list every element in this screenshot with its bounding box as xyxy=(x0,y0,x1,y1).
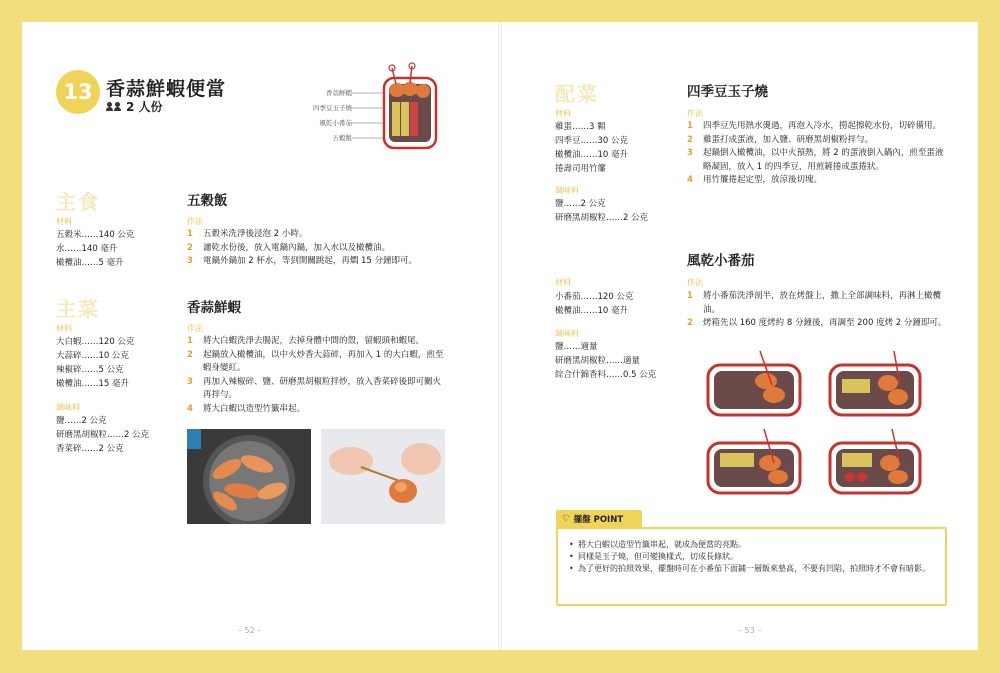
caption-omelette: 四季豆玉子燒 xyxy=(313,104,352,112)
dish-omelette-title: 四季豆玉子燒 xyxy=(687,84,768,100)
ingredient-item: 辣椒碎……5 公克 xyxy=(56,365,124,375)
shrimp-seasoning-label: 調味料 xyxy=(56,403,80,412)
recipe-number-badge: 13 xyxy=(56,70,100,114)
page-number-right: – 53 – xyxy=(738,626,762,635)
bento-photos xyxy=(704,345,949,495)
tip-item: • 為了更好的拍照效果，擺盤時可在小番茄下面鋪一層飯來墊高，不要有凹陷，拍照時才不會有暗影。 xyxy=(566,563,934,575)
tip-header xyxy=(556,510,642,527)
ingredient-item: 捲壽司用竹簾 xyxy=(555,164,607,174)
ingredient-item: 大白蝦……120 公克 xyxy=(56,337,135,347)
page-number-left: – 52 – xyxy=(238,626,262,635)
dish-tomato-title: 風乾小番茄 xyxy=(687,253,755,269)
step-item: 3 電鍋外鍋加 2 杯水，等到開關跳起，再燜 15 分鐘即可。 xyxy=(187,256,418,266)
shrimp-method-label: 作法 xyxy=(187,324,203,333)
seasoning-item: 研磨黑胡椒粒……適量 xyxy=(555,356,641,366)
step-item: 1 將大白蝦洗淨去腸泥，去掉身體中間的殼，留蝦頭和蝦尾。 xyxy=(187,336,425,346)
ingredient-item: 四季豆……30 公克 xyxy=(555,136,629,146)
omelette-ingredients-label: 材料 xyxy=(555,109,571,118)
caption-tomato: 風乾小番茄 xyxy=(319,119,352,127)
omelette-method-label: 作法 xyxy=(687,109,703,118)
ingredient-item: 大蒜碎……10 公克 xyxy=(56,351,130,361)
section-main: 主菜 xyxy=(56,297,100,321)
tomato-seasoning-label: 調味料 xyxy=(555,329,579,338)
bento-illustration xyxy=(352,62,442,152)
tip-item: • 同樣是玉子燒，但可變換樣式，切成長條狀。 xyxy=(566,551,934,563)
seasoning-item: 鹽……2 公克 xyxy=(555,199,606,209)
ingredient-item: 橄欖油……10 毫升 xyxy=(555,150,629,160)
rice-steps xyxy=(187,228,437,269)
servings xyxy=(106,98,163,115)
ingredient-item: 橄欖油……5 毫升 xyxy=(56,258,124,268)
omelette-steps xyxy=(687,120,949,188)
person-icon xyxy=(106,100,122,114)
ingredient-item: 橄欖油……15 毫升 xyxy=(56,379,130,389)
tomato-ingredients-label: 材料 xyxy=(555,278,571,287)
caption-rice: 五穀飯 xyxy=(332,134,352,142)
caption-shrimp: 香蒜鮮蝦 xyxy=(326,89,352,97)
ingredient-item: 水……140 毫升 xyxy=(56,244,118,254)
seasoning-item: 研磨黑胡椒粒……2 公克 xyxy=(56,430,150,440)
tomato-ingredients xyxy=(555,290,633,318)
tip-list xyxy=(566,539,934,575)
page-fold xyxy=(498,22,502,650)
photo-frying-shrimp xyxy=(187,429,311,524)
step-item: 1 四季豆先用熱水燙過，再泡入冷水，撈起擦乾水份，切碎備用。 xyxy=(687,121,942,131)
seasoning-item: 香菜碎……2 公克 xyxy=(56,444,124,454)
seasoning-item: 綜合什錦香料……0.5 公克 xyxy=(555,370,657,380)
step-item: 2 烤箱先以 160 度烤約 8 分鐘後，再調至 200 度烤 2 分鐘即可。 xyxy=(687,318,947,328)
ingredient-item: 橄欖油……10 毫升 xyxy=(555,306,629,316)
ingredient-item: 小番茄……120 公克 xyxy=(555,292,634,302)
ingredient-item: 雞蛋……3 顆 xyxy=(555,122,606,132)
shrimp-seasonings xyxy=(56,414,149,456)
step-item: 1 將小番茄洗淨剖半，放在烤盤上，撒上全部調味料，再淋上橄欖油。 xyxy=(687,291,942,315)
omelette-seasoning-label: 調味料 xyxy=(555,186,579,195)
recipe-title: 香蒜鮮蝦便當 xyxy=(106,78,227,100)
shrimp-ingredients xyxy=(56,335,134,391)
tomato-steps xyxy=(687,290,949,331)
bento-captions xyxy=(290,86,352,146)
tip-title: 擺盤 POINT xyxy=(573,514,624,525)
dish-rice-title: 五穀飯 xyxy=(187,193,228,209)
tomato-seasonings xyxy=(555,340,656,382)
tomato-method-label: 作法 xyxy=(687,278,703,287)
photo-skewering-shrimp xyxy=(321,429,445,524)
omelette-ingredients xyxy=(555,120,628,176)
seasoning-item: 鹽……2 公克 xyxy=(56,416,107,426)
servings-text: 2 人份 xyxy=(126,100,163,114)
shrimp-ingredients-label: 材料 xyxy=(56,324,72,333)
section-side: 配菜 xyxy=(555,82,599,106)
tip-box xyxy=(556,527,947,606)
step-item: 2 雞蛋打成蛋液，加入鹽、研磨黑胡椒粉拌勻。 xyxy=(687,134,874,145)
ingredient-item: 五穀米……140 公克 xyxy=(56,230,135,240)
step-item: 3 再加入辣椒碎、鹽、研磨黑胡椒粒拌炒，放入香菜碎後即可關火再拌勻。 xyxy=(187,376,442,400)
step-item: 4 將大白蝦以造型竹籤串起。 xyxy=(187,403,306,414)
rice-method-label: 作法 xyxy=(187,217,203,226)
step-item: 4 用竹簾捲起定型，放涼後切塊。 xyxy=(687,175,823,185)
tip-item: • 將大白蝦以造型竹籤串起，就成為便當的亮點。 xyxy=(566,539,934,551)
step-item: 2 濾乾水份後，放入電鍋內鍋，加入水以及橄欖油。 xyxy=(187,242,391,253)
rice-ingredients xyxy=(56,228,134,270)
step-item: 1 五穀米洗淨後浸泡 2 小時。 xyxy=(187,229,308,239)
shrimp-steps xyxy=(187,335,449,416)
omelette-seasonings xyxy=(555,197,648,225)
step-item: 2 起鍋放入橄欖油，以中火炒香大蒜碎，再加入 1 的大白蝦，煎至蝦身變紅。 xyxy=(187,349,444,373)
seasoning-item: 鹽……適量 xyxy=(555,342,598,352)
rice-ingredients-label: 材料 xyxy=(56,217,72,226)
step-item: 3 起鍋倒入橄欖油，以中火預熱，將 2 的蛋液倒入鍋內，煎至蛋液略凝固，放入 1 的四季豆，用煎鏟捲成蛋捲狀。 xyxy=(687,148,944,172)
heart-icon: ♡ xyxy=(562,513,570,524)
seasoning-item: 研磨黑胡椒粒……2 公克 xyxy=(555,213,649,223)
section-staple: 主食 xyxy=(56,190,100,214)
dish-shrimp-title: 香蒜鮮蝦 xyxy=(187,300,241,316)
